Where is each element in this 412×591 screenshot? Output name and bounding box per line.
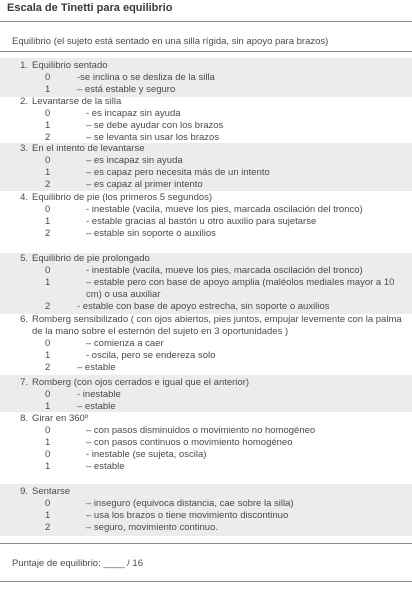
item-number: 3.	[20, 143, 28, 154]
option-text: -se inclina o se desliza de la silla	[77, 72, 215, 83]
option-row	[32, 401, 392, 413]
item-number: 2.	[20, 96, 28, 107]
item-4	[20, 192, 404, 240]
option-row	[32, 120, 392, 132]
item-title: En el intento de levantarse	[32, 143, 145, 154]
option-text: - es incapaz sin ayuda	[86, 108, 181, 119]
option-text: – comienza a caer	[86, 338, 164, 349]
option-score: 0	[45, 108, 51, 119]
option-row	[32, 461, 392, 473]
option-text: – está estable y seguro	[77, 84, 176, 95]
option-row	[32, 350, 408, 362]
option-text: – estable pero con base de apoyo amplia (maléolos mediales mayor a 10 cm) o usa auxiliar	[86, 277, 395, 300]
option-text: - estable gracias al bastón u otro auxilio para sujetarse	[86, 216, 317, 227]
option-text: – seguro, movimiento continuo.	[86, 522, 219, 533]
item-number: 1.	[20, 60, 28, 71]
item-title: Romberg sensibilizado ( con ojos abiertos, pies juntos, empujar levemente con la palma de la mano sobre el esternón del sujeto en 3 oportunidades )	[32, 314, 402, 337]
option-text: – es capaz al primer intento	[86, 179, 203, 190]
option-row	[32, 167, 392, 179]
option-score: 0	[45, 498, 51, 509]
item-number: 5.	[20, 253, 28, 264]
option-score: 1	[45, 461, 51, 472]
item-3	[20, 143, 392, 191]
option-row	[32, 437, 392, 449]
footer-top-divider	[0, 543, 412, 544]
option-text: – estable sin soporte o auxilios	[86, 228, 216, 239]
item-number: 7.	[20, 377, 28, 388]
option-row	[32, 216, 404, 228]
option-text: – estable	[77, 401, 116, 412]
item-title: Girar en 360º	[32, 413, 89, 424]
option-row	[32, 425, 392, 437]
option-row	[32, 179, 392, 191]
option-score: 1	[45, 120, 51, 131]
top-divider	[0, 21, 412, 22]
option-score: 0	[45, 338, 51, 349]
option-score: 2	[45, 522, 51, 533]
option-score: 0	[45, 265, 51, 276]
option-text: – usa los brazos o tiene movimiento discontinuo	[86, 510, 289, 521]
option-text: – con pasos disminuidos o movimiento no homogéneo	[86, 425, 316, 436]
option-row	[32, 108, 392, 120]
item-title: Romberg (con ojos cerrados e igual que el anterior)	[32, 377, 250, 388]
option-score: 1	[45, 401, 51, 412]
option-row	[32, 72, 392, 84]
option-score: 0	[45, 72, 51, 83]
option-score: 1	[45, 510, 51, 521]
option-row	[32, 338, 408, 350]
option-text: - inestable (vacila, mueve los pies, marcada oscilación del tronco)	[86, 204, 363, 215]
option-row	[32, 84, 392, 96]
item-9	[20, 486, 392, 534]
option-row	[32, 498, 392, 510]
item-1	[20, 60, 392, 96]
option-score: 2	[45, 179, 51, 190]
item-number: 4.	[20, 192, 28, 203]
option-score: 0	[45, 425, 51, 436]
item-title: Sentarse	[32, 486, 71, 497]
option-score: 0	[45, 204, 51, 215]
bottom-divider	[0, 581, 412, 582]
item-2	[20, 96, 392, 144]
option-score: 0	[45, 389, 51, 400]
option-score: 1	[45, 84, 51, 95]
option-text: – es incapaz sin ayuda	[86, 155, 183, 166]
option-score: 1	[45, 216, 51, 227]
option-score: 1	[45, 167, 51, 178]
option-score: 2	[45, 132, 51, 143]
option-row	[32, 522, 392, 534]
option-score: 1	[45, 350, 51, 361]
option-text: - inestable	[77, 389, 121, 400]
option-row	[32, 301, 404, 313]
option-score: 1	[45, 437, 51, 448]
option-row	[32, 155, 392, 167]
option-row	[32, 228, 404, 240]
item-number: 9.	[20, 486, 28, 497]
item-6	[20, 314, 408, 374]
option-score: 1	[45, 277, 51, 288]
intro-divider	[0, 51, 412, 52]
score-total-line: Puntaje de equilibrio: ____ / 16	[12, 558, 143, 569]
option-text: – con pasos continuos o movimiento homogéneo	[86, 437, 293, 448]
option-text: - inestable (se sujeta, oscila)	[86, 449, 207, 460]
option-text: – estable	[77, 362, 116, 373]
item-title: Levantarse de la silla	[32, 96, 122, 107]
option-text: – estable	[86, 461, 125, 472]
intro-text: Equilibrio (el sujeto está sentado en una silla rígida, sin apoyo para brazos)	[12, 36, 329, 47]
option-row	[32, 265, 404, 277]
option-score: 2	[45, 228, 51, 239]
item-5	[20, 253, 404, 313]
option-text: - oscila, pero se endereza solo	[86, 350, 216, 361]
option-score: 0	[45, 449, 51, 460]
option-text: – inseguro (equivoca distancia, cae sobre la silla)	[86, 498, 294, 509]
document-title: Escala de Tinetti para equilibrio	[7, 2, 173, 14]
item-7	[20, 377, 392, 413]
item-title: Equilibrio de pie (los primeros 5 segundos)	[32, 192, 213, 203]
item-number: 6.	[20, 314, 28, 325]
option-text: – se levanta sin usar los brazos	[86, 132, 220, 143]
option-row	[32, 389, 392, 401]
option-score: 2	[45, 301, 51, 312]
option-text: – es capaz pero necesita más de un intento	[86, 167, 270, 178]
option-row	[32, 362, 408, 374]
option-row	[32, 277, 404, 301]
option-text: - estable con base de apoyo estrecha, sin soporte o auxilios	[77, 301, 330, 312]
item-title: Equilibrio sentado	[32, 60, 108, 71]
option-score: 2	[45, 362, 51, 373]
option-row	[32, 510, 392, 522]
option-score: 0	[45, 155, 51, 166]
option-row	[32, 449, 392, 461]
item-title: Equilibrio de pie prolongado	[32, 253, 150, 264]
option-text: – se debe ayudar con los brazos	[86, 120, 224, 131]
option-row	[32, 204, 404, 216]
item-8	[20, 413, 392, 473]
item-number: 8.	[20, 413, 28, 424]
option-text: - inestable (vacila, mueve los pies, marcada oscilación del tronco)	[86, 265, 363, 276]
